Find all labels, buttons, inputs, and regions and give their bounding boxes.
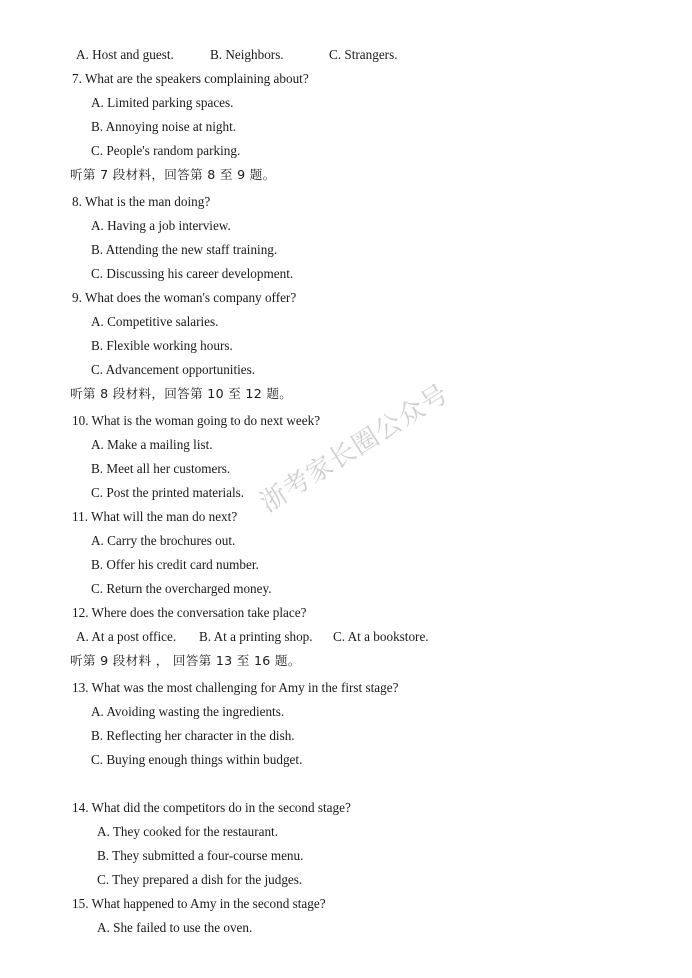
q9-option-b: B. Flexible working hours. [91,338,233,353]
q11-option-a: A. Carry the brochures out. [91,533,236,548]
q14-question: 14. What did the competitors do in the second stage? [72,800,351,815]
q6-option-b: B. Neighbors. [210,47,284,62]
q14-option-a: A. They cooked for the restaurant. [97,824,279,839]
q13-option-c: C. Buying enough things within budget. [91,752,303,767]
q13-question: 13. What was the most challenging for Amy in the first stage? [72,680,399,695]
watermark: 浙考家长圈公众号 [255,378,455,519]
q15-option-a: A. She failed to use the oven. [97,920,253,935]
q12-option-c: C. At a bookstore. [333,629,429,644]
q14-option-c: C. They prepared a dish for the judges. [97,872,303,887]
q7-option-a: A. Limited parking spaces. [91,95,234,110]
q10-question: 10. What is the woman going to do next week? [72,413,321,428]
q8-option-b: B. Attending the new staff training. [91,242,278,257]
q6-option-c: C. Strangers. [329,47,398,62]
q8-option-c: C. Discussing his career development. [91,266,294,281]
q11-question: 11. What will the man do next? [72,509,238,524]
q8-option-a: A. Having a job interview. [91,218,231,233]
q11-option-c: C. Return the overcharged money. [91,581,272,596]
q13-option-a: A. Avoiding wasting the ingredients. [91,704,285,719]
q7-option-c: C. People's random parking. [91,143,241,158]
section-8-heading: 听第 8 段材料，回答第 10 至 12 题。 [70,386,293,401]
q12-option-a: A. At a post office. [76,629,177,644]
q15-question: 15. What happened to Amy in the second stage? [72,896,326,911]
q6-option-a: A. Host and guest. [76,47,174,62]
q9-option-a: A. Competitive salaries. [91,314,219,329]
q9-question: 9. What does the woman's company offer? [72,290,297,305]
q10-option-c: C. Post the printed materials. [91,485,245,500]
q11-option-b: B. Offer his credit card number. [91,557,259,572]
q9-option-c: C. Advancement opportunities. [91,362,256,377]
q8-question: 8. What is the man doing? [72,194,211,209]
q7-question: 7. What are the speakers complaining about? [72,71,309,86]
q14-option-b: B. They submitted a four-course menu. [97,848,304,863]
q12-question: 12. Where does the conversation take place? [72,605,307,620]
q10-option-a: A. Make a mailing list. [91,437,213,452]
q13-option-b: B. Reflecting her character in the dish. [91,728,295,743]
section-9-heading: 听第 9 段材料 ， 回答第 13 至 16 题。 [70,653,301,668]
section-7-heading: 听第 7 段材料，回答第 8 至 9 题。 [70,167,276,182]
q10-option-b: B. Meet all her customers. [91,461,231,476]
q12-option-b: B. At a printing shop. [199,629,313,644]
q7-option-b: B. Annoying noise at night. [91,119,237,134]
